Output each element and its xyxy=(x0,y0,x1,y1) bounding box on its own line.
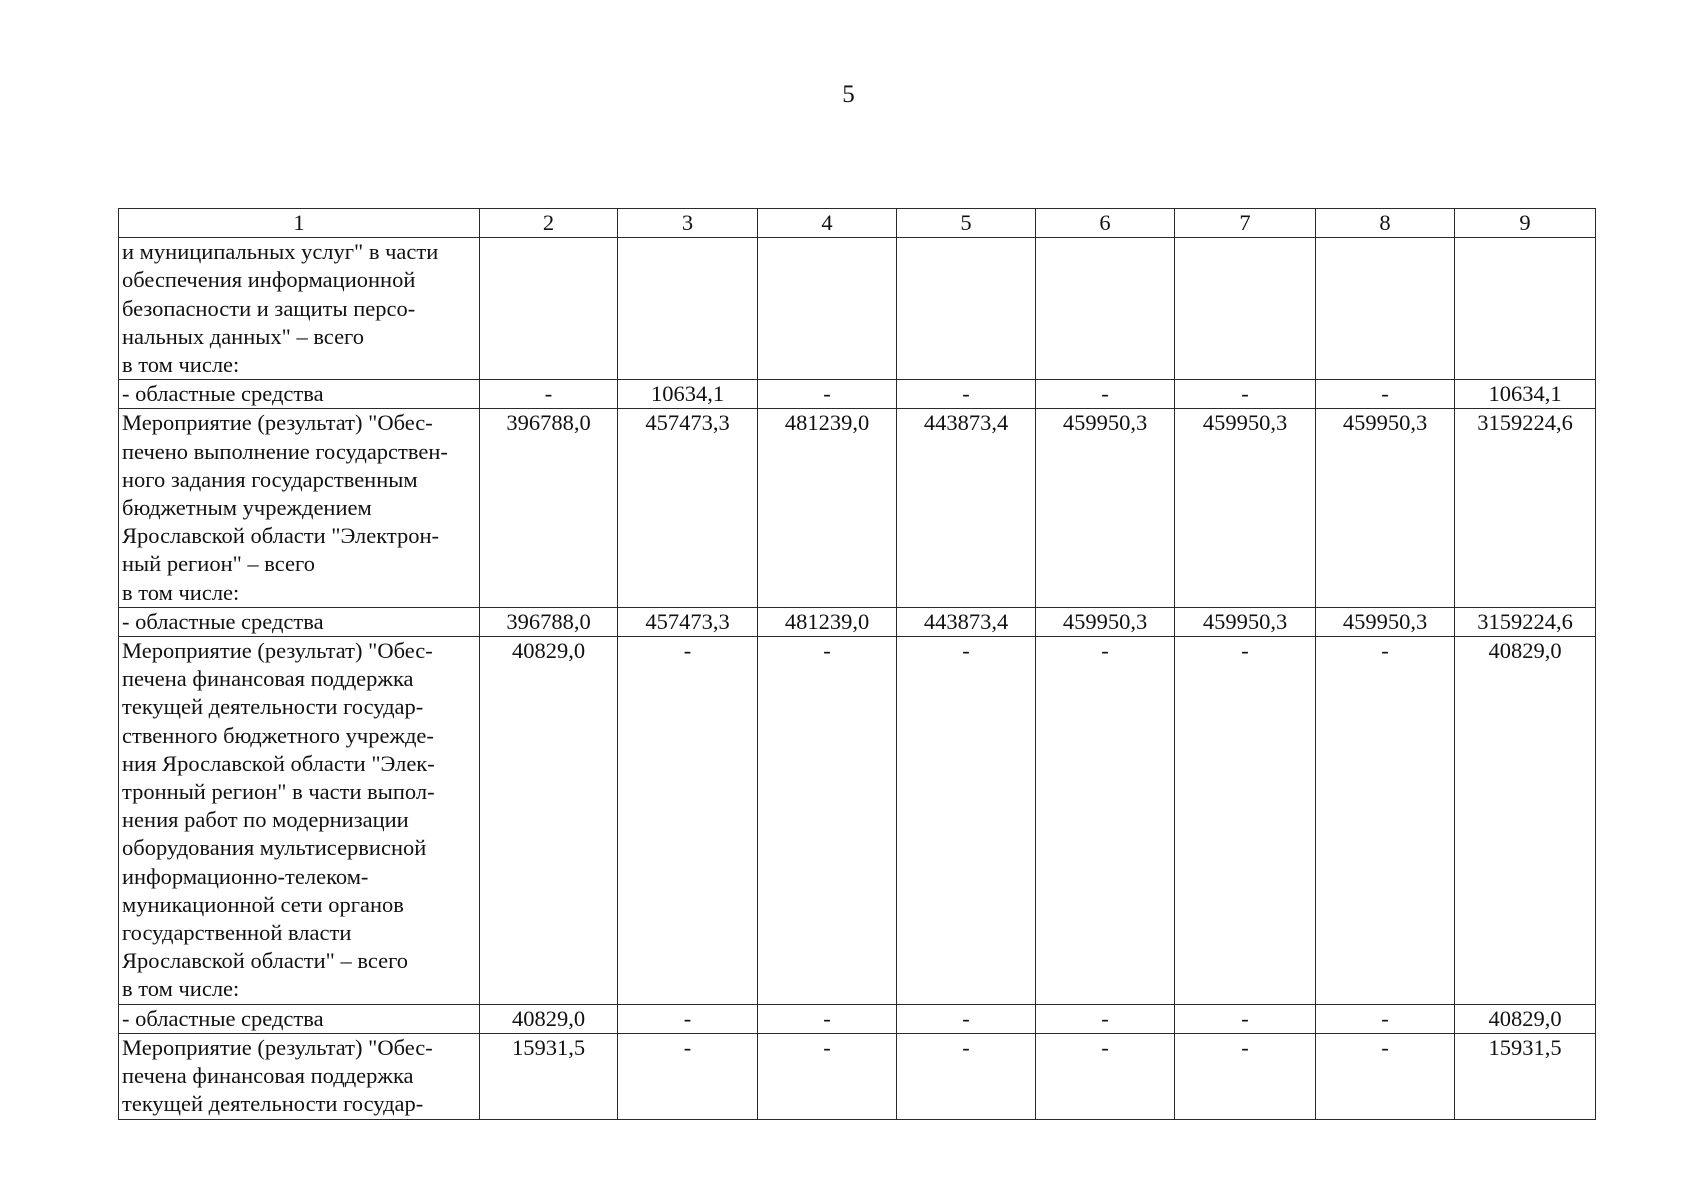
value-cell: 3159224,6 xyxy=(1455,607,1596,636)
description-line: нения работ по модернизации xyxy=(122,807,409,833)
description-line: - областные средства xyxy=(122,381,324,407)
column-number: 8 xyxy=(1316,209,1455,238)
description-line: нальных данных" – всего xyxy=(122,323,364,349)
description-cell xyxy=(119,238,480,380)
value-cell: - xyxy=(1036,1033,1175,1119)
value-cell: - xyxy=(758,637,897,1005)
description-cell xyxy=(119,637,480,1005)
description-cell xyxy=(119,380,480,409)
description-line: Мероприятие (результат) "Обес- xyxy=(122,1034,433,1060)
value-cell: 10634,1 xyxy=(618,380,758,409)
value-cell: - xyxy=(618,637,758,1005)
value-cell: - xyxy=(1316,1004,1455,1033)
description-line: муникационной сети органов xyxy=(122,891,404,917)
value-cell: 15931,5 xyxy=(480,1033,618,1119)
table-row xyxy=(119,607,1596,636)
value-cell: - xyxy=(897,380,1036,409)
description-line: ственного бюджетного учрежде- xyxy=(122,722,434,748)
page-number: 5 xyxy=(842,81,855,108)
column-number: 6 xyxy=(1036,209,1175,238)
value-cell: - xyxy=(758,1033,897,1119)
description-line: Мероприятие (результат) "Обес- xyxy=(122,410,433,436)
value-cell: - xyxy=(1316,1033,1455,1119)
value-cell: - xyxy=(897,637,1036,1005)
value-cell: 459950,3 xyxy=(1036,607,1175,636)
value-cell: 459950,3 xyxy=(1175,607,1316,636)
value-cell: - xyxy=(618,1004,758,1033)
value-cell: 396788,0 xyxy=(480,607,618,636)
value-cell xyxy=(758,238,897,380)
value-cell: 443873,4 xyxy=(897,409,1036,607)
table-row xyxy=(119,1033,1596,1119)
value-cell: 481239,0 xyxy=(758,607,897,636)
value-cell: - xyxy=(1175,380,1316,409)
value-cell: - xyxy=(1036,637,1175,1005)
value-cell: - xyxy=(1036,1004,1175,1033)
description-line: текущей деятельности государ- xyxy=(122,1091,424,1117)
value-cell xyxy=(1036,238,1175,380)
value-cell xyxy=(618,238,758,380)
description-line: Ярославской области "Электрон- xyxy=(122,523,440,549)
value-cell: - xyxy=(1175,1004,1316,1033)
value-cell: - xyxy=(1316,637,1455,1005)
value-cell: - xyxy=(1316,380,1455,409)
description-cell xyxy=(119,409,480,607)
description-line: оборудования мультисервисной xyxy=(122,835,427,861)
value-cell: 40829,0 xyxy=(480,637,618,1005)
description-line: в том числе: xyxy=(122,976,240,1002)
value-cell xyxy=(1316,238,1455,380)
column-number: 4 xyxy=(758,209,897,238)
description-line: ния Ярославской области "Элек- xyxy=(122,750,435,776)
description-cell xyxy=(119,1004,480,1033)
value-cell: 40829,0 xyxy=(1455,1004,1596,1033)
description-line: печена финансовая поддержка xyxy=(122,666,414,692)
table-row xyxy=(119,238,1596,380)
description-line: печено выполнение государствен- xyxy=(122,438,448,464)
description-line: безопасности и защиты персо- xyxy=(122,295,416,321)
description-line: текущей деятельности государ- xyxy=(122,694,424,720)
value-cell: - xyxy=(897,1033,1036,1119)
description-line: в том числе: xyxy=(122,352,240,378)
description-line: тронный регион" в части выпол- xyxy=(122,779,435,805)
value-cell: 15931,5 xyxy=(1455,1033,1596,1119)
column-number: 7 xyxy=(1175,209,1316,238)
description-line: в том числе: xyxy=(122,579,240,605)
value-cell: 457473,3 xyxy=(618,607,758,636)
column-number: 1 xyxy=(119,209,480,238)
value-cell: 481239,0 xyxy=(758,409,897,607)
description-cell xyxy=(119,1033,480,1119)
value-cell: 3159224,6 xyxy=(1455,409,1596,607)
value-cell: - xyxy=(897,1004,1036,1033)
description-line: и муниципальных услуг" в части xyxy=(122,239,439,265)
description-line: ного задания государственным xyxy=(122,466,418,492)
value-cell: 459950,3 xyxy=(1036,409,1175,607)
value-cell xyxy=(1175,238,1316,380)
description-line: Мероприятие (результат) "Обес- xyxy=(122,638,433,664)
description-line: бюджетным учреждением xyxy=(122,495,372,521)
table-row xyxy=(119,637,1596,1005)
column-number: 2 xyxy=(480,209,618,238)
value-cell: - xyxy=(1036,380,1175,409)
value-cell: - xyxy=(758,380,897,409)
table-row xyxy=(119,1004,1596,1033)
description-cell xyxy=(119,607,480,636)
value-cell: 10634,1 xyxy=(1455,380,1596,409)
value-cell: 443873,4 xyxy=(897,607,1036,636)
value-cell: - xyxy=(1175,637,1316,1005)
column-number: 5 xyxy=(897,209,1036,238)
value-cell: - xyxy=(758,1004,897,1033)
value-cell: 459950,3 xyxy=(1316,409,1455,607)
column-number: 3 xyxy=(618,209,758,238)
value-cell xyxy=(1455,238,1596,380)
column-number: 9 xyxy=(1455,209,1596,238)
table-row xyxy=(119,409,1596,607)
description-line: печена финансовая поддержка xyxy=(122,1063,414,1089)
value-cell: 40829,0 xyxy=(480,1004,618,1033)
description-line: ный регион" – всего xyxy=(122,551,315,577)
value-cell: - xyxy=(618,1033,758,1119)
description-line: информационно-телеком- xyxy=(122,863,369,889)
value-cell xyxy=(897,238,1036,380)
value-cell: 396788,0 xyxy=(480,409,618,607)
header-row xyxy=(119,209,1596,238)
value-cell: 459950,3 xyxy=(1175,409,1316,607)
budget-table xyxy=(118,208,1596,1120)
value-cell: 459950,3 xyxy=(1316,607,1455,636)
description-line: - областные средства xyxy=(122,608,324,634)
description-line: Ярославской области" – всего xyxy=(122,948,409,974)
value-cell: 457473,3 xyxy=(618,409,758,607)
description-line: обеспечения информационной xyxy=(122,267,416,293)
value-cell: - xyxy=(480,380,618,409)
table-row xyxy=(119,380,1596,409)
description-line: - областные средства xyxy=(122,1005,324,1031)
value-cell: 40829,0 xyxy=(1455,637,1596,1005)
value-cell xyxy=(480,238,618,380)
description-line: государственной власти xyxy=(122,920,352,946)
value-cell: - xyxy=(1175,1033,1316,1119)
